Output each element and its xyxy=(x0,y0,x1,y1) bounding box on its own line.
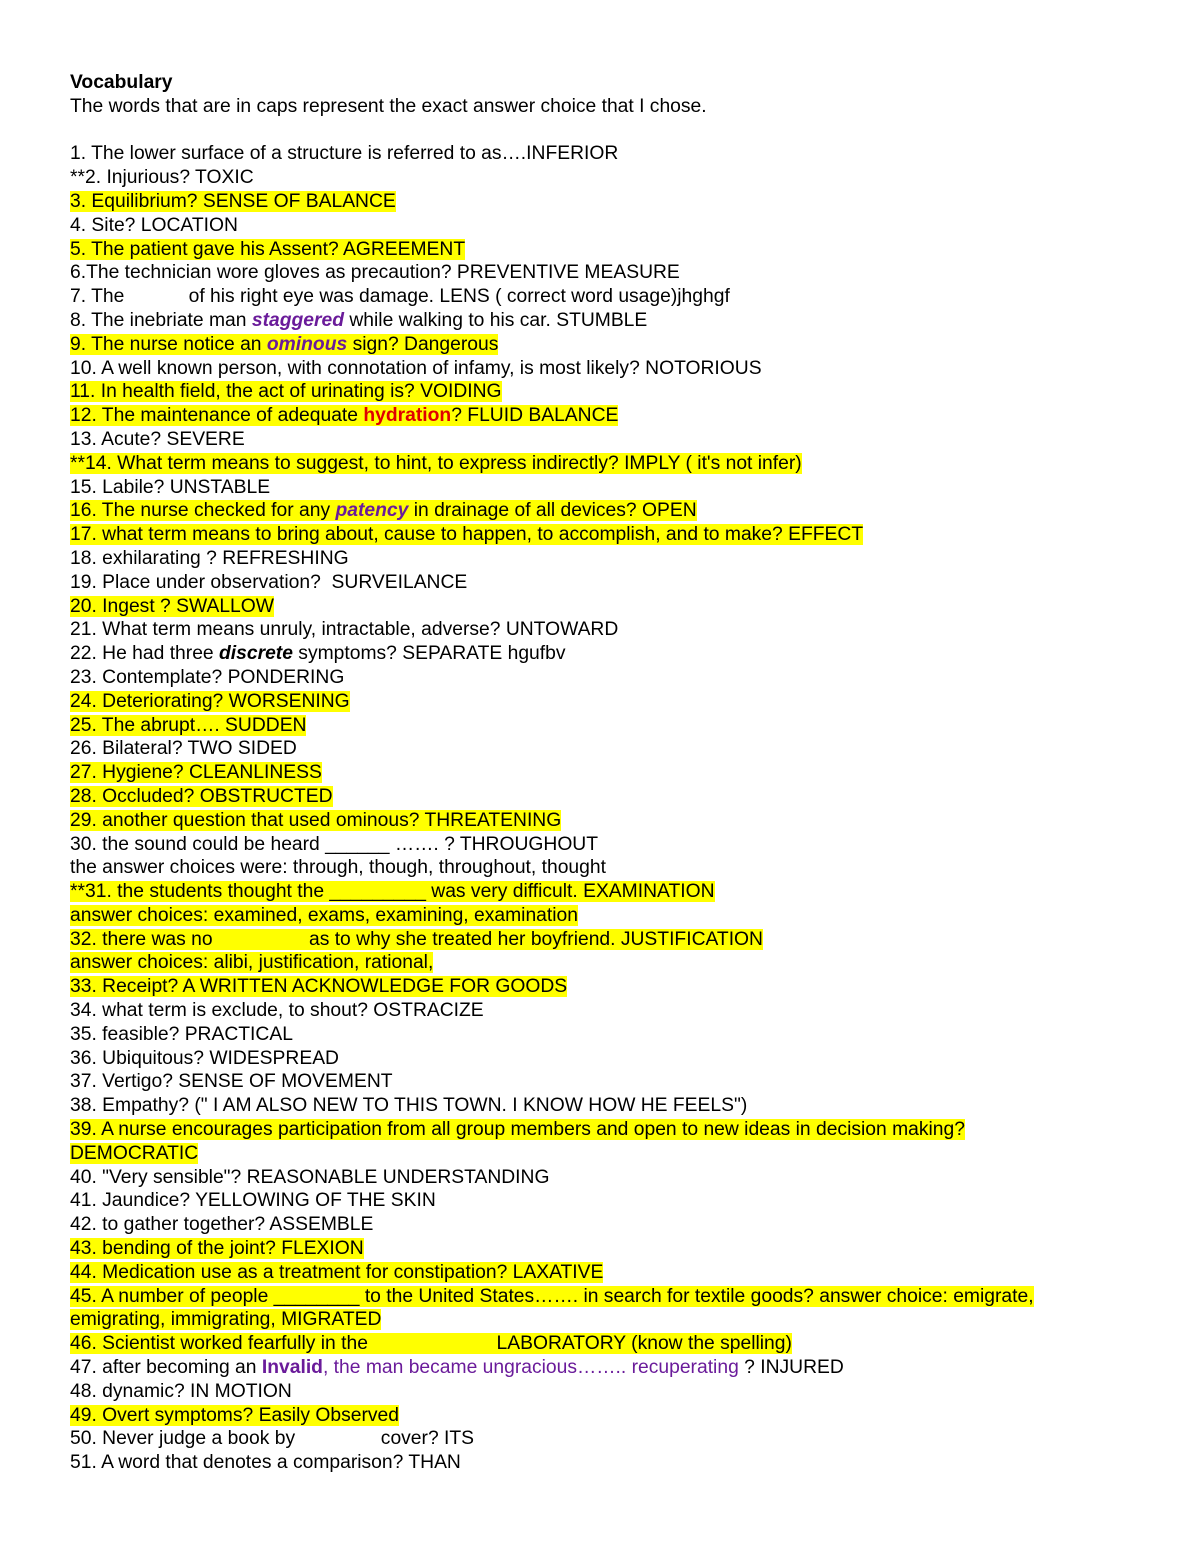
blank-line xyxy=(70,119,1150,143)
vocab-line xyxy=(70,214,1150,238)
line-segment: emigrating, immigrating, MIGRATED xyxy=(70,1309,382,1331)
highlighted-line-text xyxy=(70,1238,364,1259)
vocab-line-text xyxy=(70,477,270,498)
vocab-line-text xyxy=(70,429,245,450)
vocab-line xyxy=(70,476,1150,500)
vocab-line xyxy=(70,1308,1150,1332)
emphasized-word: Invalid xyxy=(261,1357,323,1379)
highlighted-line-text xyxy=(70,191,396,212)
line-segment: 34. what term is exclude, to shout? OSTRACIZE xyxy=(70,1000,484,1022)
emphasized-word: , the man became ungracious…….. recuperating xyxy=(322,1357,739,1379)
vocab-line xyxy=(70,1356,1150,1380)
highlighted-line-text xyxy=(70,1405,399,1426)
vocab-line xyxy=(70,1261,1150,1285)
vocab-line xyxy=(70,1332,1150,1356)
line-segment: 33. Receipt? A WRITTEN ACKNOWLEDGE FOR GOODS xyxy=(70,976,568,998)
line-segment: 46. Scientist worked fearfully in the LABORATORY (know the spelling) xyxy=(70,1333,792,1355)
vocab-line-text xyxy=(70,262,680,283)
vocab-line xyxy=(70,999,1150,1023)
vocab-line xyxy=(70,571,1150,595)
line-segment: 21. What term means unruly, intractable, adverse? UNTOWARD xyxy=(70,619,619,641)
vocab-line-text xyxy=(70,1167,549,1188)
vocab-line-text xyxy=(70,1452,461,1473)
line-segment: 29. another question that used ominous? THREATENING xyxy=(70,809,562,831)
line-segment: while walking to his car. STUMBLE xyxy=(344,309,648,331)
vocab-line xyxy=(70,690,1150,714)
line-segment: 6.The technician wore gloves as precaution? PREVENTIVE MEASURE xyxy=(70,262,680,284)
line-segment: 19. Place under observation? SURVEILANCE xyxy=(70,571,468,593)
vocab-line xyxy=(70,357,1150,381)
document-intro: The words that are in caps represent the exact answer choice that I chose. xyxy=(70,95,707,117)
vocab-line-text xyxy=(70,834,598,855)
vocab-line xyxy=(70,595,1150,619)
line-segment: 43. bending of the joint? FLEXION xyxy=(70,1238,364,1260)
vocab-line xyxy=(70,714,1150,738)
line-segment: 10. A well known person, with connotation of infamy, is most likely? NOTORIOUS xyxy=(70,357,762,379)
vocab-line xyxy=(70,1023,1150,1047)
line-segment: 9. The nurse notice an xyxy=(70,333,267,355)
vocab-line xyxy=(70,1166,1150,1190)
line-segment: **14. What term means to suggest, to hint, to express indirectly? IMPLY ( it's not infer) xyxy=(70,452,802,474)
line-segment: 48. dynamic? IN MOTION xyxy=(70,1380,292,1402)
highlighted-line-text xyxy=(70,1309,381,1330)
vocab-line xyxy=(70,1380,1150,1404)
highlighted-line-text xyxy=(70,786,333,807)
line-segment: 12. The maintenance of adequate xyxy=(70,405,364,427)
highlighted-line-text xyxy=(70,405,618,426)
vocab-line xyxy=(70,904,1150,928)
line-segment: 17. what term means to bring about, cause to happen, to accomplish, and to make? EFFECT xyxy=(70,524,864,546)
line-segment: 32. there was no as to why she treated her boyfriend. JUSTIFICATION xyxy=(70,928,763,950)
vocab-line xyxy=(70,1118,1150,1142)
vocab-line-text xyxy=(70,667,344,688)
vocab-line xyxy=(70,761,1150,785)
vocab-line xyxy=(70,1142,1150,1166)
line-segment: 22. He had three xyxy=(70,643,219,665)
line-segment: 25. The abrupt…. SUDDEN xyxy=(70,714,307,736)
vocab-line-text xyxy=(70,1024,293,1045)
emphasized-word: ominous xyxy=(266,333,348,355)
vocab-line xyxy=(70,618,1150,642)
vocab-line-text xyxy=(70,1357,844,1378)
vocab-line-text xyxy=(70,1095,747,1116)
vocab-line-text xyxy=(70,1048,339,1069)
vocab-line xyxy=(70,737,1150,761)
line-segment: 40. "Very sensible"? REASONABLE UNDERSTANDING xyxy=(70,1166,550,1188)
vocab-line xyxy=(70,142,1150,166)
vocab-line-text xyxy=(70,548,349,569)
vocab-line-text xyxy=(70,358,762,379)
line-segment: 16. The nurse checked for any xyxy=(70,500,336,522)
line-segment: 11. In health field, the act of urinating is? VOIDING xyxy=(70,381,502,403)
vocab-line xyxy=(70,309,1150,333)
line-segment: 20. Ingest ? SWALLOW xyxy=(70,595,274,617)
emphasized-word: hydration xyxy=(363,405,452,427)
line-segment: 36. Ubiquitous? WIDESPREAD xyxy=(70,1047,339,1069)
highlighted-line-text xyxy=(70,239,465,260)
line-segment: 13. Acute? SEVERE xyxy=(70,428,245,450)
highlighted-line-text xyxy=(70,524,863,545)
line-segment: 15. Labile? UNSTABLE xyxy=(70,476,271,498)
vocab-line xyxy=(70,1047,1150,1071)
highlighted-line-text xyxy=(70,691,350,712)
line-segment: 47. after becoming an xyxy=(70,1357,262,1379)
vocab-line-text xyxy=(70,572,467,593)
line-segment: ? FLUID BALANCE xyxy=(451,405,619,427)
vocab-line xyxy=(70,428,1150,452)
line-segment: 42. to gather together? ASSEMBLE xyxy=(70,1214,374,1236)
highlighted-line-text xyxy=(70,762,322,783)
vocab-line xyxy=(70,928,1150,952)
highlighted-line-text xyxy=(70,715,306,736)
line-segment: **31. the students thought the _________ was very difficult. EXAMINATION xyxy=(70,881,715,903)
line-segment: symptoms? SEPARATE hgufbv xyxy=(292,643,566,665)
line-segment: 18. exhilarating ? REFRESHING xyxy=(70,547,349,569)
line-segment: 8. The inebriate man xyxy=(70,309,252,331)
line-segment: ? INJURED xyxy=(738,1357,844,1379)
vocab-line xyxy=(70,785,1150,809)
highlighted-line-text xyxy=(70,976,567,997)
vocab-line-text xyxy=(70,310,647,331)
vocab-line xyxy=(70,380,1150,404)
line-segment: 39. A nurse encourages participation from all group members and open to new ideas in decision making? xyxy=(70,1119,965,1141)
highlighted-line-text xyxy=(70,1143,198,1164)
line-segment: 37. Vertigo? SENSE OF MOVEMENT xyxy=(70,1071,393,1093)
vocab-line-text xyxy=(70,857,606,878)
vocab-line xyxy=(70,1189,1150,1213)
vocab-line xyxy=(70,547,1150,571)
vocab-line xyxy=(70,166,1150,190)
line-segment: 38. Empathy? (" I AM ALSO NEW TO THIS TOWN. I KNOW HOW HE FEELS") xyxy=(70,1095,748,1117)
vocab-line xyxy=(70,238,1150,262)
line-segment: 51. A word that denotes a comparison? THAN xyxy=(70,1452,461,1474)
vocab-line-text xyxy=(70,1071,393,1092)
vocab-line-text xyxy=(70,1381,292,1402)
vocab-line xyxy=(70,951,1150,975)
vocab-line-text xyxy=(70,286,730,307)
vocabulary-list xyxy=(70,142,1150,1475)
vocab-line xyxy=(70,642,1150,666)
vocab-line xyxy=(70,1427,1150,1451)
line-segment: 28. Occluded? OBSTRUCTED xyxy=(70,785,333,807)
line-segment: 3. Equilibrium? SENSE OF BALANCE xyxy=(70,190,396,212)
line-segment: in drainage of all devices? OPEN xyxy=(408,500,697,522)
line-segment: 1. The lower surface of a structure is referred to as….INFERIOR xyxy=(70,143,619,165)
vocab-line xyxy=(70,1237,1150,1261)
vocab-line xyxy=(70,856,1150,880)
vocab-line xyxy=(70,1213,1150,1237)
vocab-line-text xyxy=(70,619,618,640)
line-segment: sign? Dangerous xyxy=(347,333,499,355)
line-segment: **2. Injurious? TOXIC xyxy=(70,167,254,189)
vocab-line xyxy=(70,499,1150,523)
vocab-line-text xyxy=(70,1428,474,1449)
line-segment: 30. the sound could be heard ______ ……. ? THROUGHOUT xyxy=(70,833,599,855)
highlighted-line-text xyxy=(70,1262,603,1283)
line-segment: 44. Medication use as a treatment for constipation? LAXATIVE xyxy=(70,1261,604,1283)
emphasized-word: staggered xyxy=(251,309,345,331)
line-segment: DEMOCRATIC xyxy=(70,1142,199,1164)
emphasized-word: discrete xyxy=(219,643,293,665)
line-segment: 35. feasible? PRACTICAL xyxy=(70,1023,293,1045)
vocab-line-text xyxy=(70,1214,373,1235)
document-title: Vocabulary xyxy=(70,72,173,93)
vocab-line-text xyxy=(70,167,254,188)
line-segment: answer choices: examined, exams, examining, examination xyxy=(70,904,578,926)
highlighted-line-text xyxy=(70,500,697,521)
line-segment: 5. The patient gave his Assent? AGREEMENT xyxy=(70,238,466,260)
highlighted-line-text xyxy=(70,1333,792,1354)
vocab-line xyxy=(70,190,1150,214)
document-page xyxy=(70,71,1150,1475)
line-segment: 4. Site? LOCATION xyxy=(70,214,238,236)
line-segment: 49. Overt symptoms? Easily Observed xyxy=(70,1404,399,1426)
highlighted-line-text xyxy=(70,881,715,902)
vocab-line-text xyxy=(70,215,238,236)
vocab-line xyxy=(70,1404,1150,1428)
vocab-line xyxy=(70,333,1150,357)
vocab-line xyxy=(70,1285,1150,1309)
line-segment: answer choices: alibi, justification, rational, xyxy=(70,952,434,974)
vocab-line xyxy=(70,1070,1150,1094)
vocab-line xyxy=(70,261,1150,285)
vocab-line-text xyxy=(70,643,566,664)
highlighted-line-text xyxy=(70,1119,965,1140)
vocab-line-text xyxy=(70,1190,436,1211)
highlighted-line-text xyxy=(70,334,498,355)
vocab-line xyxy=(70,285,1150,309)
line-segment: 7. The of his right eye was damage. LENS ( correct word usage)jhghgf xyxy=(70,286,730,308)
highlighted-line-text xyxy=(70,952,433,973)
vocab-line xyxy=(70,833,1150,857)
vocab-line-text xyxy=(70,738,297,759)
vocab-line xyxy=(70,1451,1150,1475)
line-segment: the answer choices were: through, though, throughout, thought xyxy=(70,857,606,879)
vocab-line xyxy=(70,880,1150,904)
line-segment: 41. Jaundice? YELLOWING OF THE SKIN xyxy=(70,1190,436,1212)
vocab-line xyxy=(70,809,1150,833)
highlighted-line-text xyxy=(70,453,802,474)
vocab-line xyxy=(70,666,1150,690)
vocab-line xyxy=(70,523,1150,547)
vocab-line-text xyxy=(70,143,618,164)
highlighted-line-text xyxy=(70,381,502,402)
highlighted-line-text xyxy=(70,810,561,831)
vocab-line xyxy=(70,404,1150,428)
highlighted-line-text xyxy=(70,596,274,617)
vocab-line xyxy=(70,975,1150,999)
line-segment: 27. Hygiene? CLEANLINESS xyxy=(70,762,322,784)
vocab-line xyxy=(70,452,1150,476)
vocab-line-text xyxy=(70,1000,484,1021)
line-segment: 26. Bilateral? TWO SIDED xyxy=(70,738,297,760)
line-segment: 50. Never judge a book by cover? ITS xyxy=(70,1428,475,1450)
highlighted-line-text xyxy=(70,905,578,926)
vocab-line xyxy=(70,1094,1150,1118)
line-segment: 24. Deteriorating? WORSENING xyxy=(70,690,350,712)
highlighted-line-text xyxy=(70,929,763,950)
emphasized-word: patency xyxy=(335,500,409,522)
highlighted-line-text xyxy=(70,1286,1034,1307)
line-segment: 45. A number of people ________ to the United States……. in search for textile goods? answer choice: emigrate, xyxy=(70,1285,1034,1307)
line-segment: 23. Contemplate? PONDERING xyxy=(70,666,345,688)
